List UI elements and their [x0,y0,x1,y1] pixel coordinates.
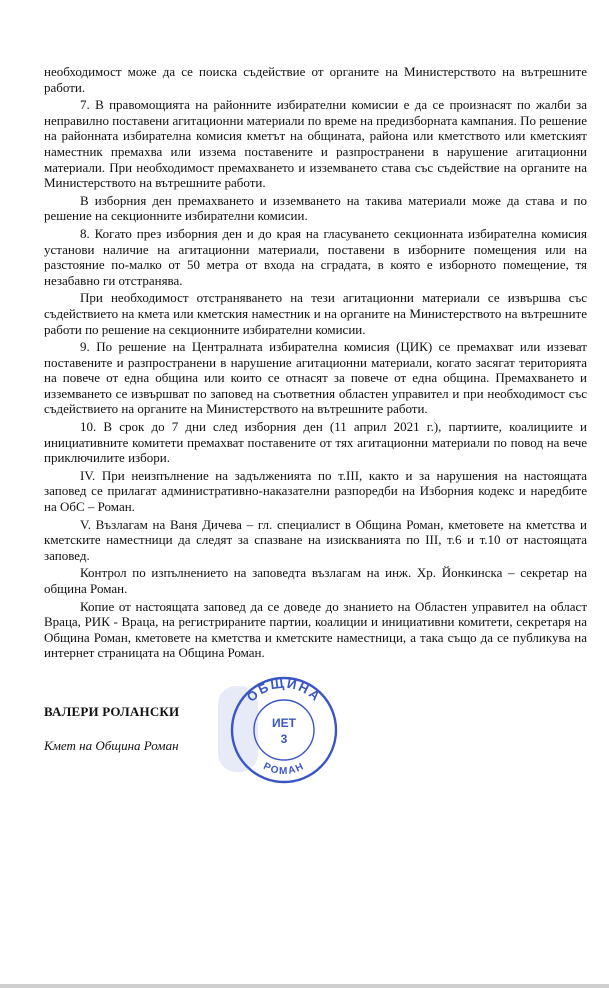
signer-name: ВАЛЕРИ РОЛАНСКИ [44,704,180,719]
paragraph: Копие от настоящата заповед да се доведе до знанието на Областен управител на област Враца, РИК - Враца, на регистрираните партии, коалиции и инициативни комитети, секретаря на Община Роман, кметовете на кметства и кметските наместници, а така също да се публикува на интернет страницата на Община Роман. [44,598,587,661]
paragraph: В изборния ден премахването и изземването на такива материали може да става и по решение на секционните избирателни комисии. [44,192,587,224]
stamp-bottom-text: РОМАН [261,760,307,778]
paragraph: необходимост може да се поиска съдействие от органите на Министерството на вътрешните работи. [44,64,587,95]
paragraph: При необходимост отстраняването на тези агитационни материали се извършва със съдействието на кмета или кметския наместник и на органите на Министерството на вътрешните работи по решение на секционните избирателни комисии. [44,290,587,337]
paragraph: 7. В правомощията на районните избирателни комисии е да се произнасят по жалби за неправилно поставени агитационни материали по време на предизборната кампания. По решение на районната избирателна комисия кметът на общината, района или кметството или кметският наместник премахва или иззема поставените и разпространени в нарушение агитационни материали. При необходимост премахването и изземването става със съдействие на органите на Министерството на вътрешните работи. [44,97,587,191]
signature-block [44,704,179,754]
paragraph: V. Възлагам на Ваня Дичева – гл. специалист в Община Роман, кметовете на кметства и кметските наместници да следят за спазване на изискванията по III, т.6 и т.10 от настоящата заповед. [44,516,587,563]
paragraph: Контрол по изпълнението на заповедта възлагам на инж. Хр. Йонкинска – секретар на община Роман. [44,565,587,596]
paragraph: 9. По решение на Централната избирателна комисия (ЦИК) се премахват или иззеват поставените и разпространени в нарушение агитационни материали, когато засягат територията на повече от една община или които се отнасят за повече от една община. Премахването и изземването се извършват по заповед на съответния областен управител и при необходимост със съдействието на органите на Министерството на вътрешните работи. [44,339,587,417]
page-bottom-edge [0,984,609,988]
stamp-number: 3 [280,732,288,746]
official-stamp [212,672,342,792]
signer-title: Кмет на Община Роман [44,738,179,753]
stamp-middle-text: ИЕТ [272,716,296,730]
paragraph: IV. При неизпълнение на задълженията по т.III, както и за нарушения на настоящата заповед се прилагат административно-наказателни разпоредби на Изборния кодекс и наредбите на ОбС – Роман. [44,467,587,515]
document-body [44,64,587,663]
stamp-top-text: ОБЩИНА [243,675,325,705]
paragraph: 10. В срок до 7 дни след изборния ден (11 април 2021 г.), партиите, коалициите и инициативните комитети премахват поставените от тях агитационни материали по повод на вече приключилите избори. [44,419,587,466]
paragraph: 8. Когато през изборния ден и до края на гласуването секционната избирателна комисия установи наличие на агитационни материали, поставени в изборните помещения или на разстояние по-малко от 50 метра от входа на сградата, в която е изборното помещение, тя незабавно ги отстранява. [44,225,587,288]
stamp-inner-ring [254,700,314,760]
